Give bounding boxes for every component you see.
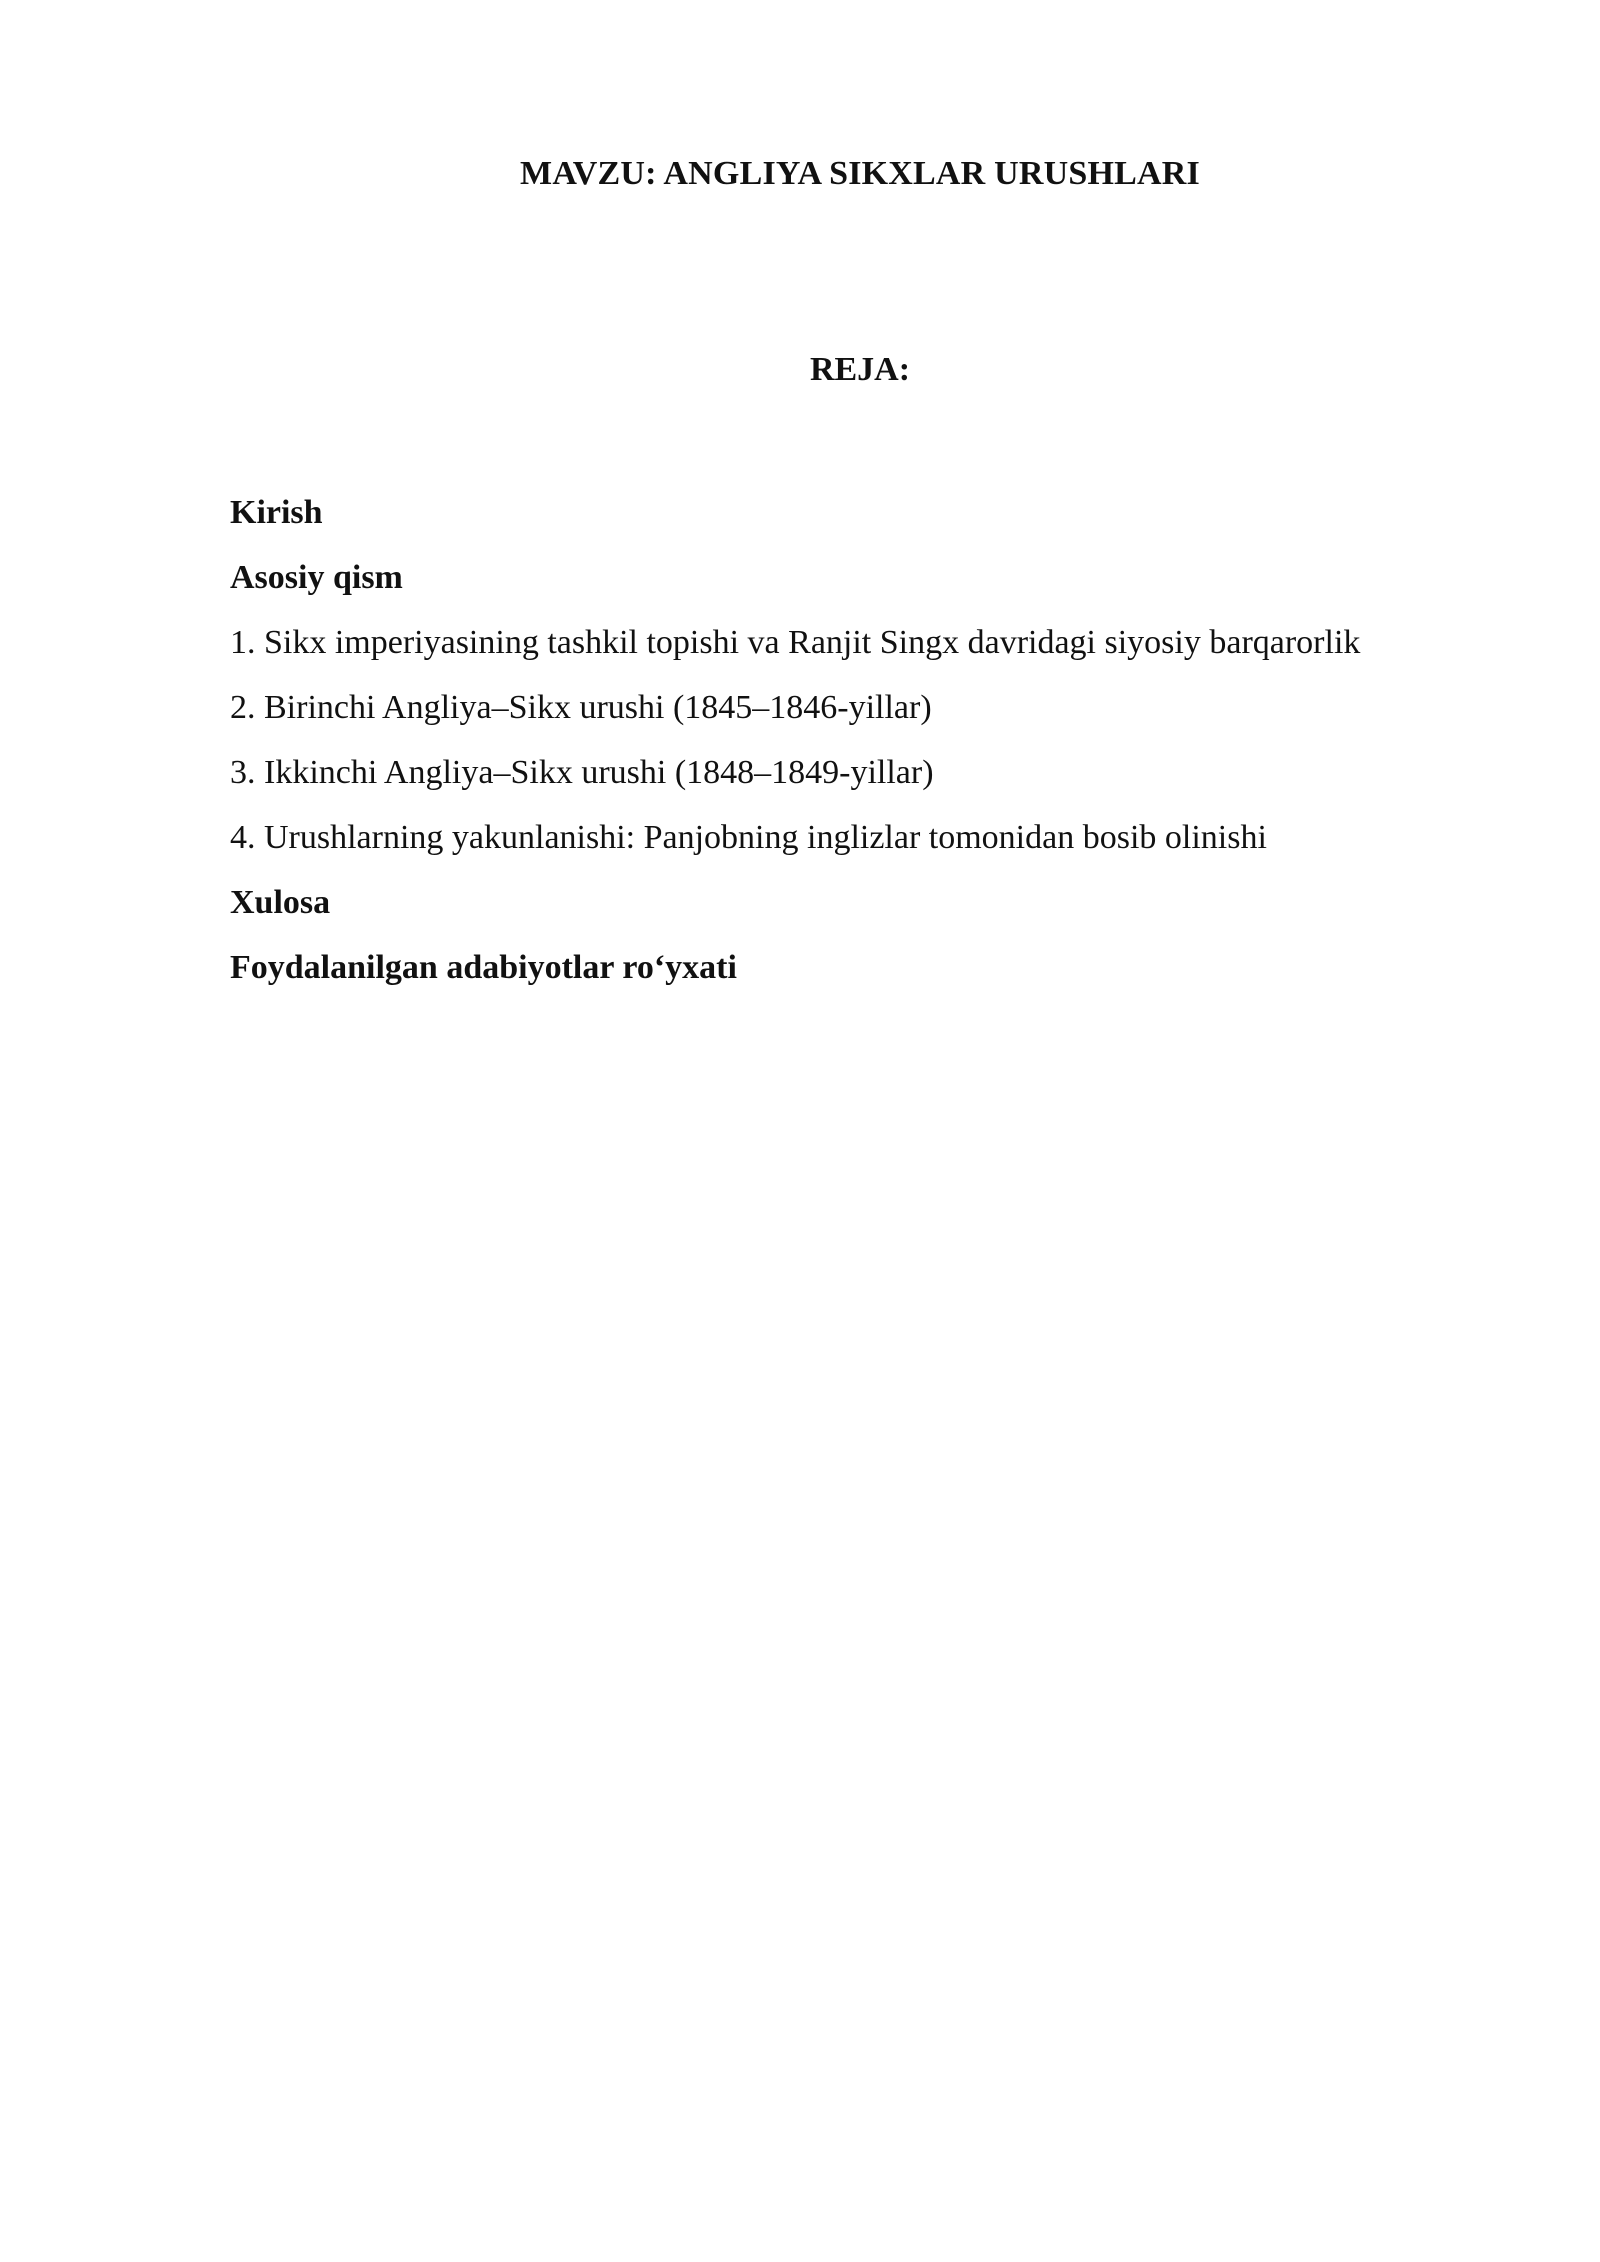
plan-item-main-part: Asosiy qism	[230, 559, 403, 596]
plan-item-3: 3. Ikkinchi Angliya–Sikx urushi (1848–1849-yillar)	[230, 754, 934, 791]
document-title: MAVZU: ANGLIYA SIKXLAR URUSHLARI	[520, 155, 1200, 192]
plan-item-1: 1. Sikx imperiyasining tashkil topishi va Ranjit Singx davridagi siyosiy barqarorlik	[230, 624, 1361, 661]
plan-item-references: Foydalanilgan adabiyotlar ro‘yxati	[230, 949, 737, 986]
plan-item-conclusion: Xulosa	[230, 884, 331, 921]
plan-item-4: 4. Urushlarning yakunlanishi: Panjobning inglizlar tomonidan bosib olinishi	[230, 819, 1267, 856]
plan-heading: REJA:	[809, 351, 911, 388]
plan-list	[230, 480, 1530, 1000]
plan-item-2: 2. Birinchi Angliya–Sikx urushi (1845–1846-yillar)	[230, 689, 932, 726]
plan-item-introduction: Kirish	[230, 494, 323, 531]
